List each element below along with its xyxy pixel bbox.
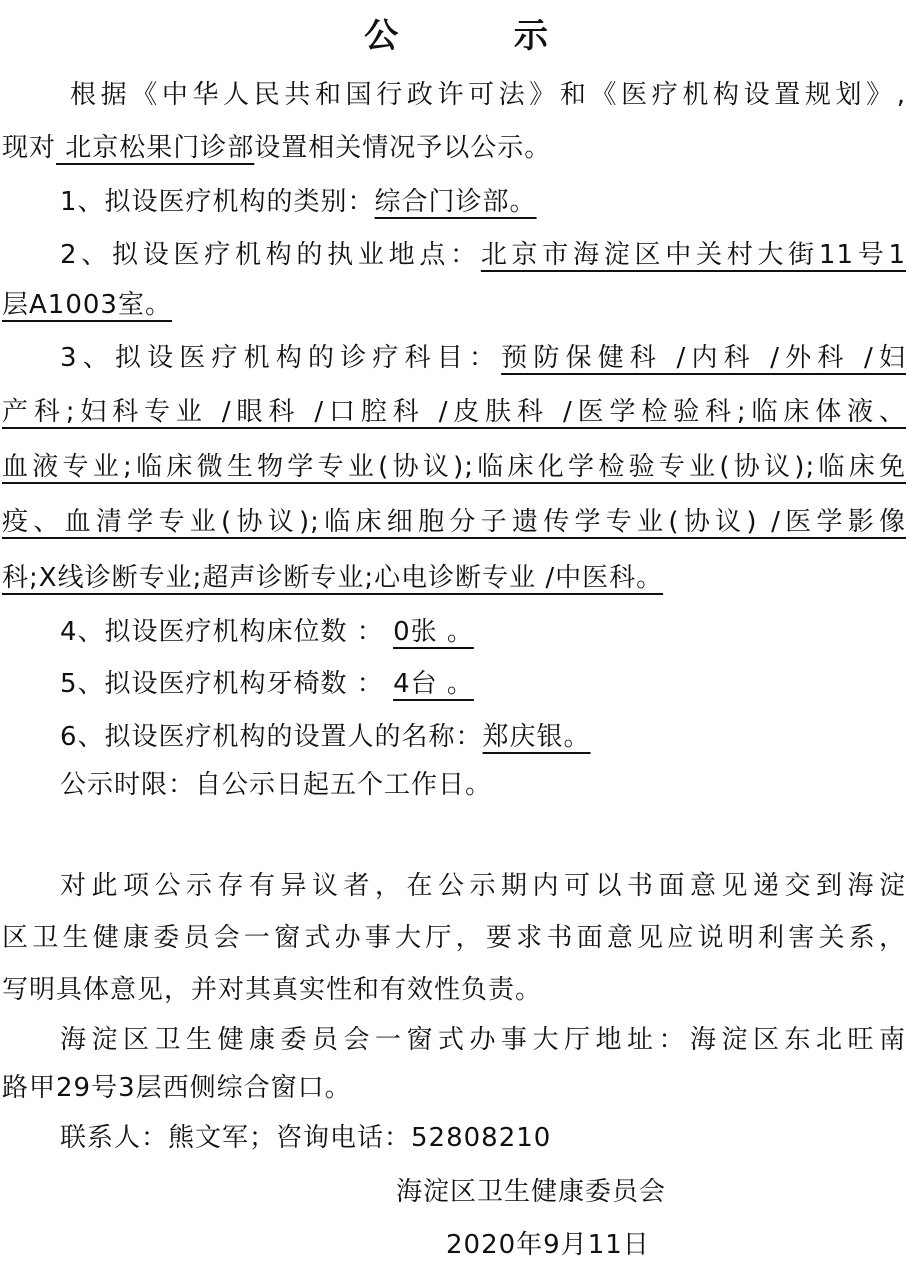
notice-title: 公 示 xyxy=(364,16,600,56)
filled-value: 北京松果门诊部 xyxy=(56,133,255,163)
notice-line xyxy=(2,505,906,539)
notice-line xyxy=(2,288,906,322)
notice-line xyxy=(2,341,906,375)
filled-value: 产科;妇科专业 /眼科 /口腔科 /皮肤科 /医学检验科;临床体液、 xyxy=(2,397,906,427)
line-text: 写明具体意见，并对其真实性和有效性负责。 xyxy=(2,975,543,1005)
line-text: 1、拟设医疗机构的类别： xyxy=(60,187,375,217)
notice-line xyxy=(2,921,906,955)
line-text: 设置相关情况予以公示。 xyxy=(254,133,552,163)
filled-value: 北京市海淀区中关村大街11号1 xyxy=(480,240,906,270)
line-text: 对此项公示存有异议者，在公示期内可以书面意见递交到海淀 xyxy=(60,871,906,901)
line-text: 2、拟设医疗机构的执业地点： xyxy=(60,240,481,270)
filled-value: 血液专业;临床微生物学专业(协议);临床化学检验专业(协议);临床免 xyxy=(2,452,906,482)
notice-line xyxy=(2,869,906,903)
line-text: 2020年9月11日 xyxy=(446,1230,650,1260)
line-text: 路甲29号3层西侧综合窗口。 xyxy=(2,1073,352,1103)
line-text: 5、拟设医疗机构牙椅数 ： xyxy=(60,669,394,699)
notice-line xyxy=(2,1121,906,1155)
notice-line xyxy=(2,450,906,484)
notice-line xyxy=(2,768,906,802)
notice-line xyxy=(2,615,906,649)
notice-line xyxy=(2,1228,906,1262)
filled-value: 4台 。 xyxy=(393,669,474,699)
notice-line xyxy=(2,78,906,112)
line-text: 现对 xyxy=(2,133,57,163)
notice-line xyxy=(2,561,906,595)
line-text: 3、拟设医疗机构的诊疗科目： xyxy=(60,343,502,373)
notice-line xyxy=(2,238,906,272)
line-text: 根据《中华人民共和国行政许可法》和《医疗机构设置规划》, xyxy=(70,80,906,110)
line-text: 6、拟设医疗机构的设置人的名称： xyxy=(60,722,483,752)
filled-value: 科;X线诊断专业;超声诊断专业;心电诊断专业 /中医科。 xyxy=(2,563,664,593)
filled-value: 层A1003室。 xyxy=(2,290,172,320)
notice-line xyxy=(2,667,906,701)
notice-line xyxy=(2,1175,906,1209)
notice-line xyxy=(2,185,906,219)
line-text: 4、拟设医疗机构床位数 ： xyxy=(60,617,394,647)
notice-line xyxy=(2,1023,906,1057)
line-text: 海淀区卫生健康委员会 xyxy=(396,1177,667,1207)
notice-line xyxy=(2,395,906,429)
line-text: 联系人：熊文军；咨询电话：52808210 xyxy=(60,1123,552,1153)
notice-line xyxy=(2,973,906,1007)
line-text: 区卫生健康委员会一窗式办事大厅，要求书面意见应说明利害关系， xyxy=(2,923,906,953)
line-text: 海淀区卫生健康委员会一窗式办事大厅地址：海淀区东北旺南 xyxy=(60,1025,906,1055)
notice-line xyxy=(2,720,906,754)
filled-value: 郑庆银。 xyxy=(482,722,591,752)
line-text: 公示时限：自公示日起五个工作日。 xyxy=(60,770,493,800)
notice-line xyxy=(2,1071,906,1105)
filled-value: 预防保健科 /内科 /外科 /妇 xyxy=(501,343,906,373)
notice-line xyxy=(2,131,906,165)
filled-value: 疫、血清学专业(协议);临床细胞分子遗传学专业(协议) /医学影像 xyxy=(2,507,906,537)
filled-value: 综合门诊部。 xyxy=(374,187,537,217)
filled-value: 0张 。 xyxy=(393,617,474,647)
